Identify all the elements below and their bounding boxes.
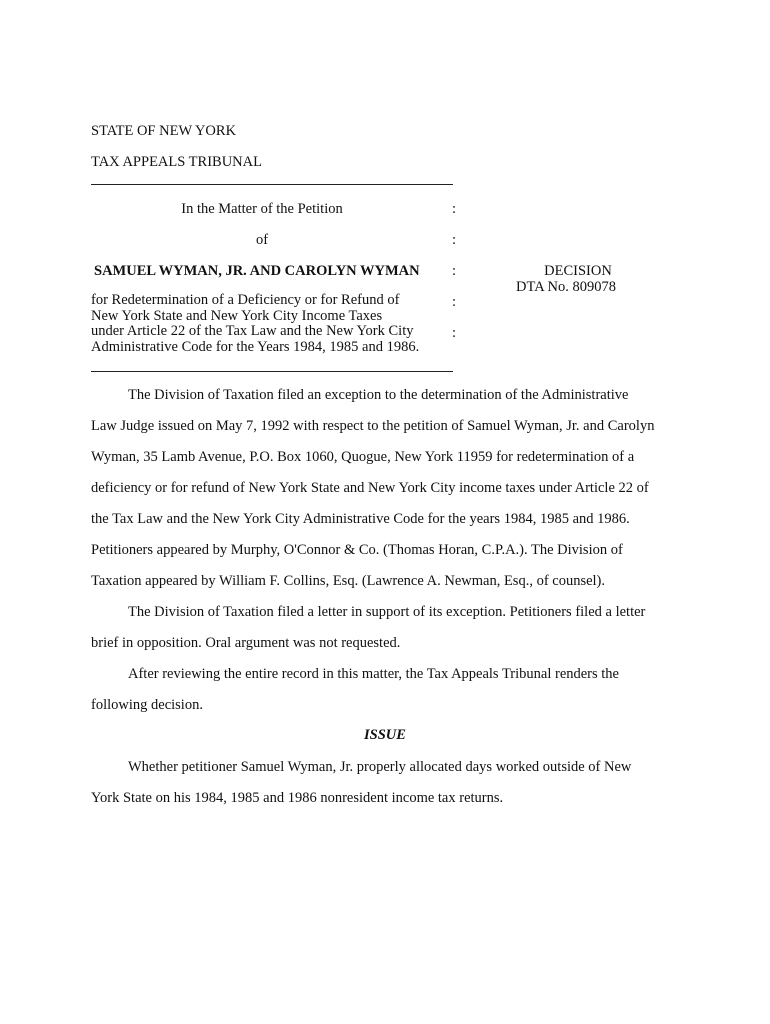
caption-colon: : — [452, 232, 457, 248]
body-line: Taxation appeared by William F. Collins, Esq. (Lawrence A. Newman, Esq., of counsel). — [91, 573, 606, 589]
caption-of: of — [255, 232, 269, 248]
body-line: Wyman, 35 Lamb Avenue, P.O. Box 1060, Quogue, New York 11959 for redetermination of a — [91, 449, 635, 465]
petition-line: Administrative Code for the Years 1984, 1985 and 1986. — [91, 338, 420, 355]
body-line: deficiency or for refund of New York State and New York City income taxes under Article 22 of — [91, 480, 649, 496]
petition-line: for Redetermination of a Deficiency or for Refund of — [91, 292, 400, 308]
caption-colon: : — [452, 263, 457, 279]
body-line: The Division of Taxation filed an exception to the determination of the Administrative — [128, 387, 629, 403]
caption-bottom-rule — [91, 371, 453, 372]
body-line: brief in opposition. Oral argument was not requested. — [91, 635, 401, 651]
body-line: following decision. — [91, 697, 203, 713]
caption-colon: : — [452, 325, 457, 341]
caption-parties: SAMUEL WYMAN, JR. AND CAROLYN WYMAN — [94, 263, 420, 279]
state-heading: STATE OF NEW YORK — [91, 123, 237, 139]
caption-matter: In the Matter of the Petition — [181, 201, 343, 217]
petition-description — [91, 293, 419, 355]
petition-line: New York State and New York City Income Taxes — [91, 307, 383, 324]
body-line: Whether petitioner Samuel Wyman, Jr. properly allocated days worked outside of New — [128, 759, 632, 775]
body-line: Law Judge issued on May 7, 1992 with respect to the petition of Samuel Wyman, Jr. and Carolyn — [91, 418, 655, 434]
petition-line: under Article 22 of the Tax Law and the New York City — [91, 323, 414, 339]
body-line: York State on his 1984, 1985 and 1986 nonresident income tax returns. — [91, 790, 504, 806]
body-line: After reviewing the entire record in this matter, the Tax Appeals Tribunal renders the — [128, 666, 619, 682]
caption-top-rule — [91, 184, 453, 185]
caption-colon: : — [452, 201, 457, 217]
body-line: The Division of Taxation filed a letter in support of its exception. Petitioners filed a letter — [128, 604, 646, 620]
decision-label: DECISION — [544, 263, 612, 279]
caption-colon: : — [452, 294, 457, 310]
tribunal-heading: TAX APPEALS TRIBUNAL — [91, 154, 262, 170]
issue-heading: ISSUE — [364, 727, 406, 743]
body-line: the Tax Law and the New York City Administrative Code for the years 1984, 1985 and 1986. — [91, 511, 630, 527]
body-line: Petitioners appeared by Murphy, O'Connor & Co. (Thomas Horan, C.P.A.). The Division of — [91, 542, 623, 558]
docket-number: DTA No. 809078 — [516, 279, 616, 295]
